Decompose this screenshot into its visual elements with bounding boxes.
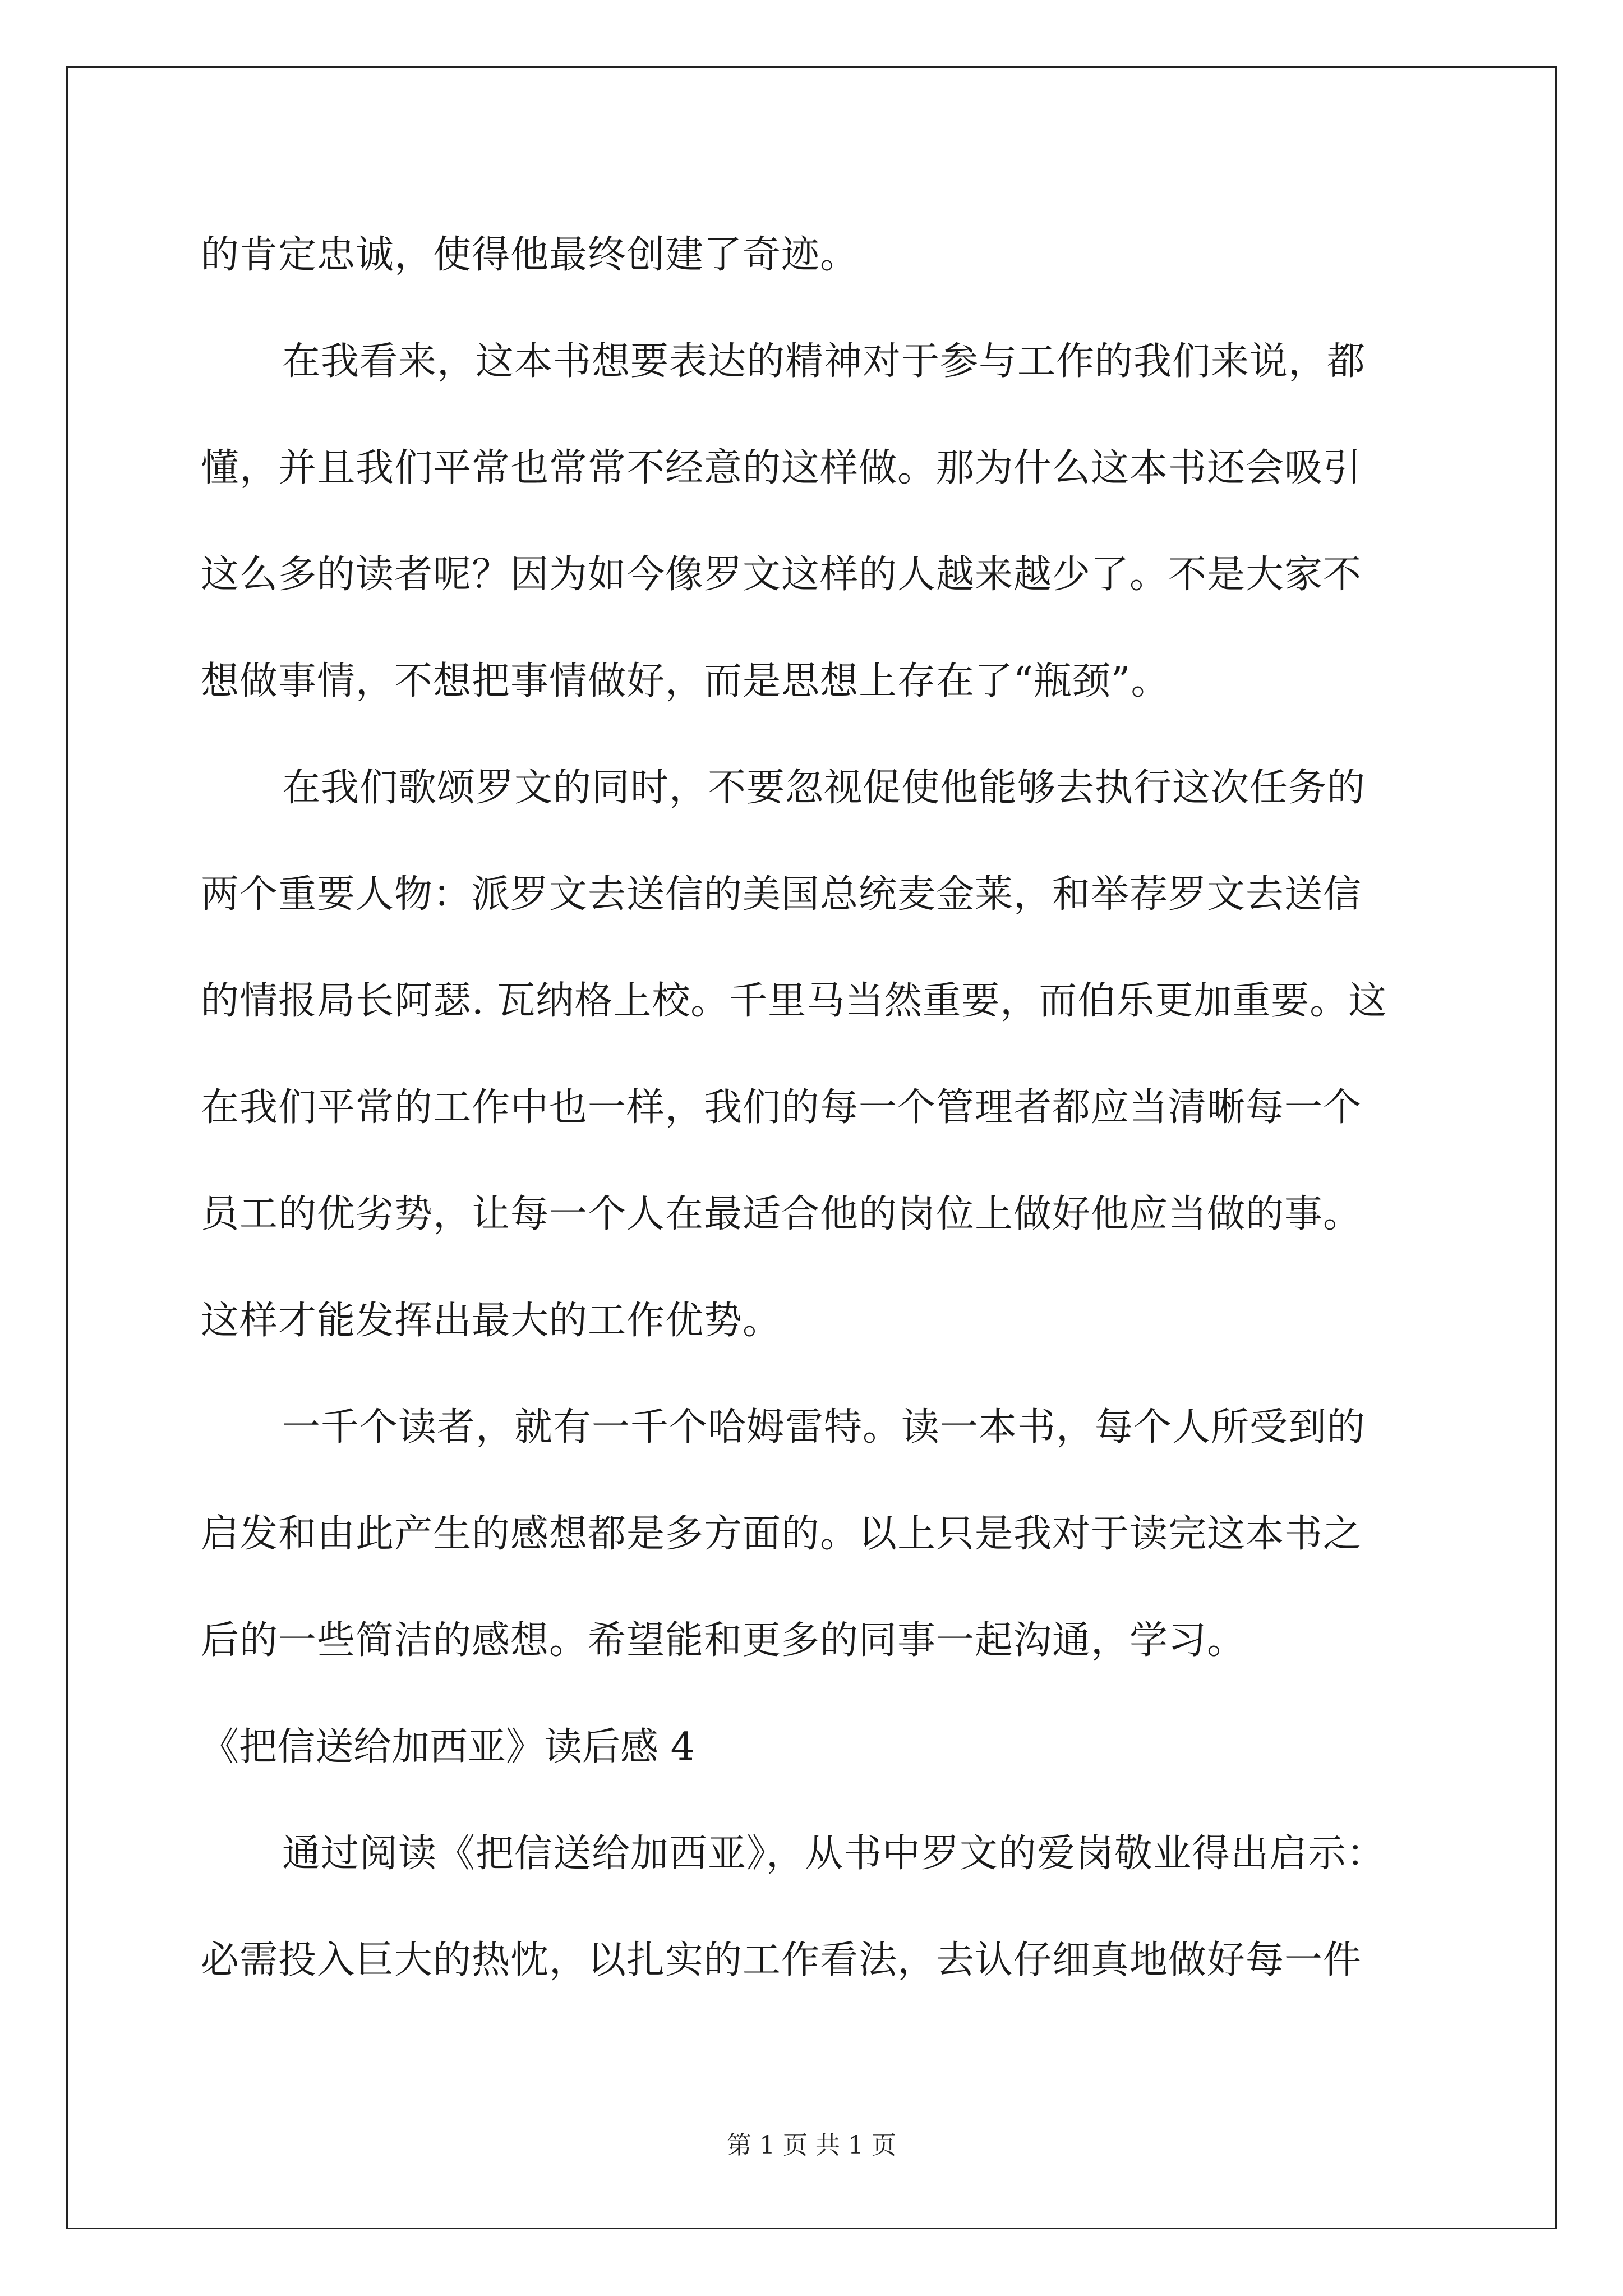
section-heading: 《把信送给加西亚》读后感 4 — [201, 1725, 695, 1769]
text-line: 想做事情，不想把事情做好，而是思想上存在了“瓶颈”。 — [201, 659, 1170, 703]
text-line: 在我们歌颂罗文的同时，不要忽视促使他能够去执行这次任务的 — [282, 766, 1366, 810]
text-line: 通过阅读《把信送给加西亚》，从书中罗文的爱岗敬业得出启示： — [282, 1832, 1386, 1876]
text-line: 员工的优劣势，让每一个人在最适合他的岗位上做好他应当做的事。 — [201, 1192, 1362, 1236]
page-footer: 第 1 页 共 1 页 — [727, 2131, 896, 2160]
text-line: 启发和由此产生的感想都是多方面的。以上只是我对于读完这本书之 — [201, 1512, 1362, 1556]
text-line: 在我们平常的工作中也一样，我们的每一个管理者都应当清晰每一个 — [201, 1085, 1362, 1130]
text-line: 必需投入巨大的热忱，以扎实的工作看法，去认仔细真地做好每一件 — [201, 1938, 1362, 1982]
text-line: 一千个读者，就有一千个哈姆雷特。读一本书，每个人所受到的 — [282, 1405, 1366, 1450]
text-line: 后的一些简洁的感想。希望能和更多的同事一起沟通，学习。 — [201, 1618, 1246, 1663]
text-line: 的肯定忠诚，使得他最终创建了奇迹。 — [201, 233, 859, 277]
text-line: 懂，并且我们平常也常常不经意的这样做。那为什么这本书还会吸引 — [201, 446, 1362, 490]
text-line: 在我看来，这本书想要表达的精神对于参与工作的我们来说，都 — [282, 339, 1366, 384]
text-line: 两个重要人物：派罗文去送信的美国总统麦金莱，和举荐罗文去送信 — [201, 872, 1362, 917]
document-body — [201, 202, 1435, 2014]
text-line: 的情报局长阿瑟. 瓦纳格上校。千里马当然重要，而伯乐更加重要。这 — [201, 979, 1387, 1023]
text-line: 这么多的读者呢？因为如今像罗文这样的人越来越少了。不是大家不 — [201, 553, 1362, 597]
text-line: 这样才能发挥出最大的工作优势。 — [201, 1299, 782, 1343]
